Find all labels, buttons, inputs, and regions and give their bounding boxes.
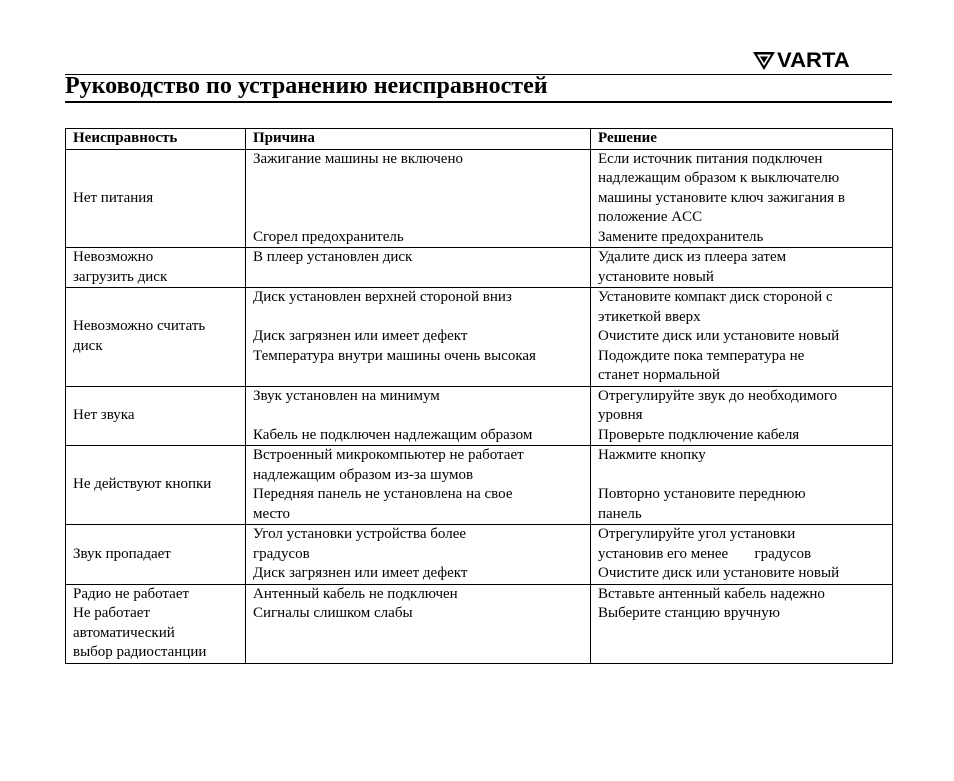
solution-line: Выберите станцию вручную xyxy=(598,605,780,621)
cause-cell xyxy=(246,386,591,446)
page-title: Руководство по устранению неисправностей xyxy=(65,73,548,99)
solution-line: Нажмите кнопку xyxy=(598,447,706,463)
cause-line: Кабель не подключен надлежащим образом xyxy=(253,426,533,443)
cause-line: В плеер установлен диск xyxy=(253,249,413,265)
cause-line xyxy=(253,366,583,386)
fault-text: Не действуют кнопки xyxy=(73,476,212,493)
cause-line: Диск установлен верхней стороной вниз xyxy=(253,289,512,305)
solution-line: Если источник питания подключен xyxy=(598,150,823,167)
varta-logo xyxy=(752,50,892,72)
solution-line: Отрегулируйте угол установки xyxy=(598,526,796,542)
solution-line: Подождите пока температура не xyxy=(598,347,805,364)
cause-line xyxy=(253,308,583,328)
solution-line: Отрегулируйте звук до необходимого xyxy=(598,387,838,404)
table-row xyxy=(66,248,893,288)
fault-cell xyxy=(66,149,246,248)
solution-line: Очистите диск или установите новый xyxy=(598,565,840,581)
table-row xyxy=(66,288,893,387)
cause-line xyxy=(253,208,583,228)
solution-line: установив его менее градусов xyxy=(598,545,812,562)
cause-line: Температура внутри машины очень высокая xyxy=(253,347,536,364)
solution-line: этикеткой вверх xyxy=(598,308,701,325)
cause-line xyxy=(253,268,583,288)
solution-line: машины установите ключ зажигания в xyxy=(598,189,845,206)
table-row xyxy=(66,446,893,525)
cause-line: Встроенный микрокомпьютер не работает xyxy=(253,447,524,463)
solution-cell xyxy=(591,525,893,585)
fault-line: Не работает xyxy=(73,605,150,621)
fault-cell xyxy=(66,446,246,525)
title-underline xyxy=(65,101,892,103)
cause-cell xyxy=(246,446,591,525)
solution-line: установите новый xyxy=(598,268,714,285)
fault-cell xyxy=(66,525,246,585)
logo-wordmark: VARTA xyxy=(777,49,850,72)
solution-cell xyxy=(591,446,893,525)
solution-line: Проверьте подключение кабеля xyxy=(598,426,800,443)
cause-line: Угол установки устройства более xyxy=(253,526,467,542)
cause-line: Сгорел предохранитель xyxy=(253,228,404,245)
cause-line: Передняя панель не установлена на свое xyxy=(253,486,513,502)
fault-text: Нет звука xyxy=(73,407,135,423)
solution-line: Очистите диск или установите новый xyxy=(598,328,840,344)
solution-line: Удалите диск из плеера затем xyxy=(598,249,787,265)
solution-cell xyxy=(591,149,893,248)
table-row xyxy=(66,149,893,248)
solution-line: положение ACC xyxy=(598,209,703,225)
fault-line: выбор радиостанции xyxy=(73,644,207,660)
fault-cell xyxy=(66,386,246,446)
cause-line: Сигналы слишком слабы xyxy=(253,605,413,621)
varta-emblem-icon xyxy=(752,51,776,71)
cause-cell xyxy=(246,149,591,248)
cause-cell xyxy=(246,525,591,585)
column-header-fault: Неисправность xyxy=(66,129,246,150)
solution-line xyxy=(598,466,885,486)
cause-line: Диск загрязнен или имеет дефект xyxy=(253,328,468,344)
solution-line: Замените предохранитель xyxy=(598,228,764,245)
cause-cell xyxy=(246,584,591,663)
cause-line: Диск загрязнен или имеет дефект xyxy=(253,565,468,581)
fault-cell xyxy=(66,288,246,387)
fault-line: Радио не работает xyxy=(73,585,190,602)
solution-line: Вставьте антенный кабель надежно xyxy=(598,585,825,602)
solution-line: надлежащим образом к выключателю xyxy=(598,170,840,186)
solution-line: уровня xyxy=(598,407,643,423)
solution-line: Установите компакт диск стороной с xyxy=(598,289,833,305)
table-header-row xyxy=(66,129,893,150)
cause-line xyxy=(253,189,583,209)
solution-cell xyxy=(591,386,893,446)
solution-cell xyxy=(591,248,893,288)
cause-line: градусов xyxy=(253,545,310,562)
fault-text: Нет питания xyxy=(73,189,154,206)
cause-line: надлежащим образом из-за шумов xyxy=(253,466,474,483)
cause-line: Зажигание машины не включено xyxy=(253,150,463,167)
fault-line: автоматический xyxy=(73,624,175,641)
cause-cell xyxy=(246,288,591,387)
column-header-cause: Причина xyxy=(246,129,591,150)
solution-line: станет нормальной xyxy=(598,367,720,383)
fault-line: Невозможно считать xyxy=(73,318,206,335)
fault-line: Невозможно xyxy=(73,249,154,265)
fault-text: Звук пропадает xyxy=(73,545,171,562)
cause-line xyxy=(253,169,583,189)
table-row xyxy=(66,525,893,585)
troubleshooting-table xyxy=(65,128,893,664)
cause-cell xyxy=(246,248,591,288)
fault-cell xyxy=(66,584,246,663)
solution-cell xyxy=(591,584,893,663)
fault-cell xyxy=(66,248,246,288)
solution-line: панель xyxy=(598,505,642,522)
cause-line: Антенный кабель не подключен xyxy=(253,585,458,602)
solution-line: Повторно установите переднюю xyxy=(598,486,806,502)
solution-cell xyxy=(591,288,893,387)
fault-line: загрузить диск xyxy=(73,268,168,285)
table-row xyxy=(66,386,893,446)
cause-line xyxy=(253,406,583,426)
table-row xyxy=(66,584,893,663)
column-header-solution: Решение xyxy=(591,129,893,150)
cause-line: место xyxy=(253,505,291,522)
fault-line: диск xyxy=(73,337,103,354)
cause-line: Звук установлен на минимум xyxy=(253,387,440,404)
